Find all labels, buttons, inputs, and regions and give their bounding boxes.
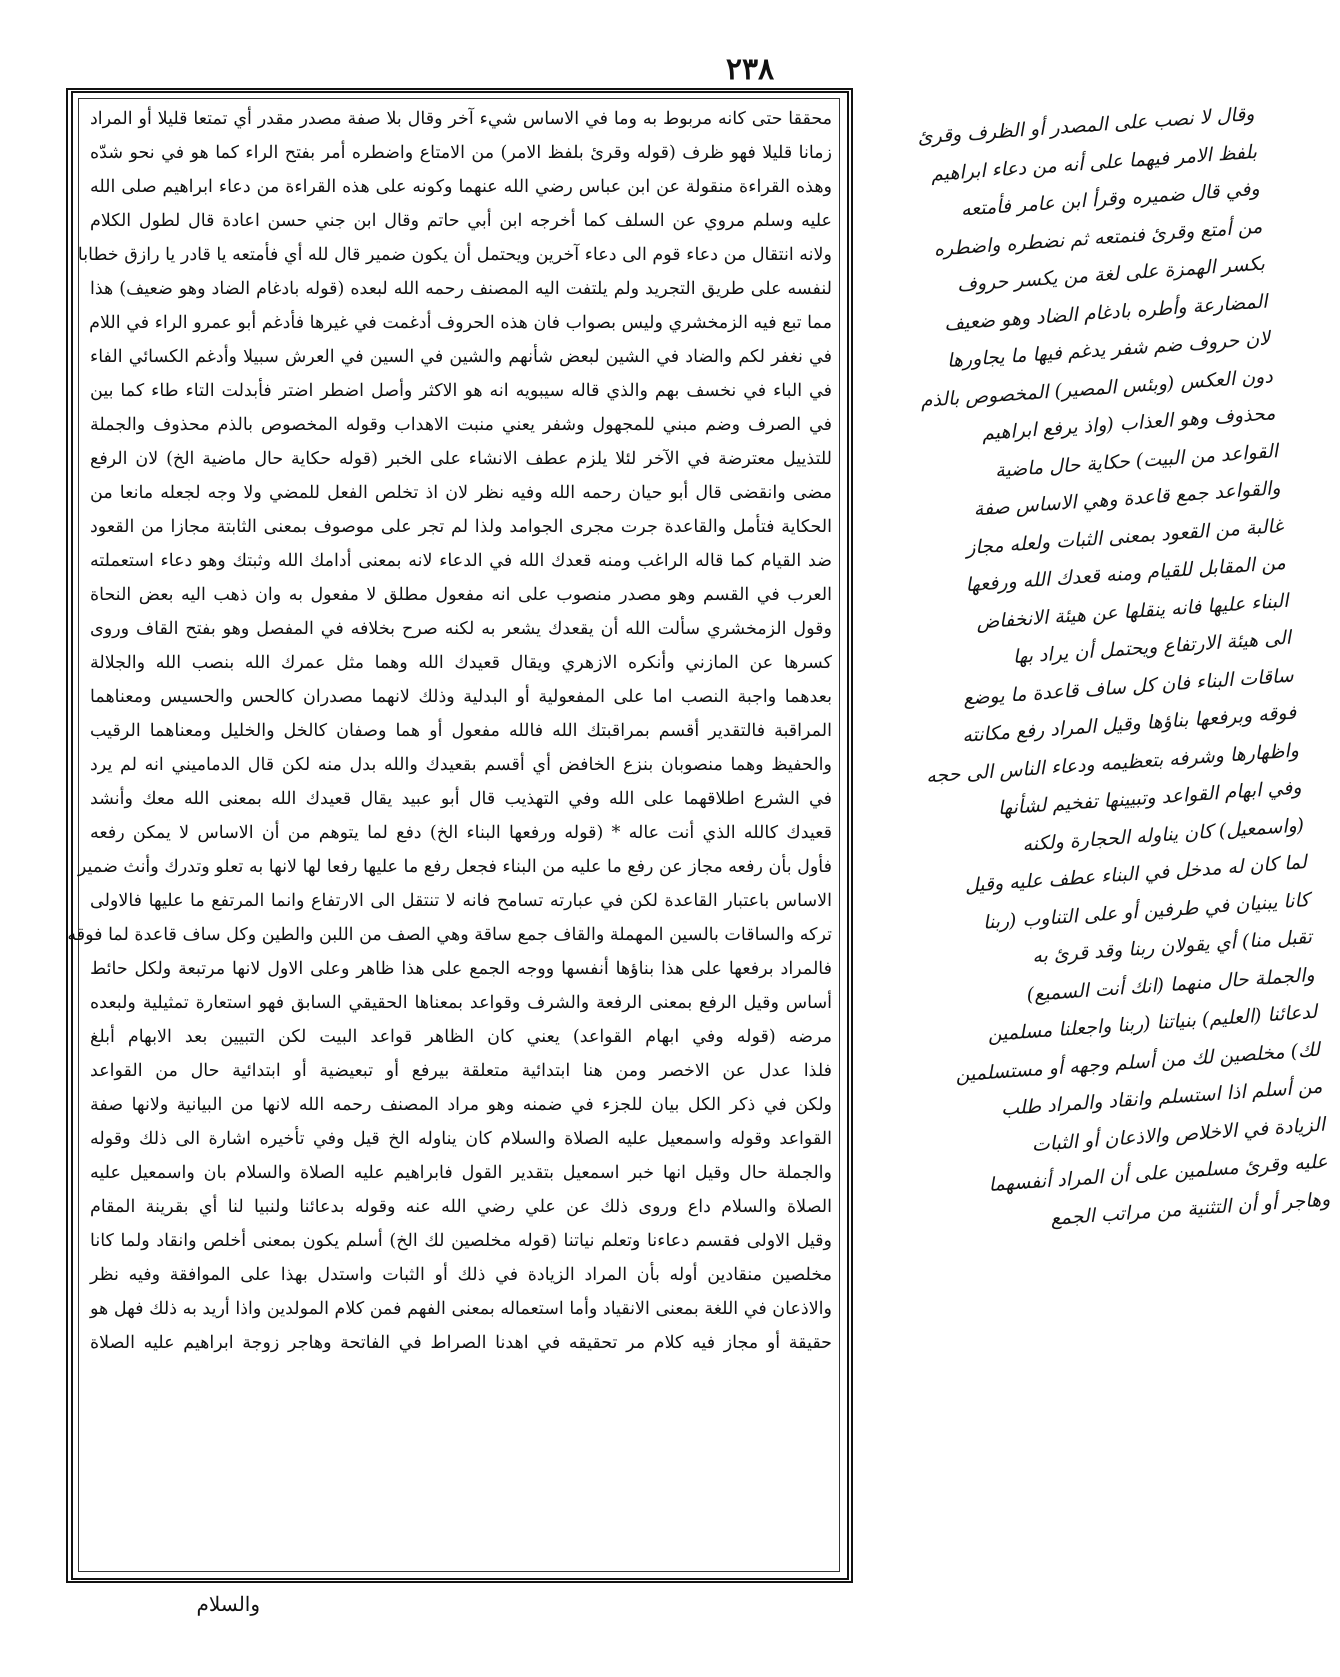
margin-text-line: لك) مخلصين لك من أسلم وجهه أو مستسلمين (954, 1038, 1321, 1086)
main-text-line: زمانا قليلا فهو ظرف (قوله وقرئ بلفظ الامر) من الامتاع واضطره أمر بفتح الراء كما هو في نحو شدّه (90, 143, 832, 163)
margin-text-line: تقبل منا) أي يقولان ربنا وقد قرئ به (1031, 925, 1313, 968)
page-number: ٢٣٨ (725, 52, 775, 87)
main-text-line: عليه وسلم مروي عن السلف كما أخرجه ابن أبي حاتم وقال ابن جني حسن اعادة قال لطول الكلام (90, 211, 832, 231)
main-text-line: ولكن في ذكر الكل بيان للجزء في ضمنه وهو مراد المصنف رحمه الله لانها من البيانية ولانها صفة (90, 1095, 832, 1115)
margin-text-line: محذوف وهو العذاب (واذ يرفع ابراهيم (981, 402, 1276, 445)
main-text-line: وهذه القراءة منقولة عن ابن عباس رضي الله عنهما وكونه على هذه القراءة من دعاء ابراهيم صلى الله (90, 177, 832, 197)
margin-text-line: والجملة حال منهما (انك أنت السميع) (1025, 963, 1316, 1006)
margin-commentary (859, 96, 1340, 1361)
main-text-line: كسرها عن المازني وأنكره الازهري ويقال قعيدك الله وهما مثل عمرك الله بنصب الله والجلالة (90, 653, 832, 673)
main-text-line: بعدهما واجبة النصب اما على المفعولية أو البدلية وذلك لانهما مصدران كالحس والحسيس ومعناهما (90, 687, 832, 707)
margin-text-line: البناء عليها فانه ينقلها عن هيئة الانخفاض (975, 589, 1290, 634)
margin-text-line: الزيادة في الاخلاص والاذعان أو الثبات (1031, 1113, 1326, 1156)
margin-text-line: دون العكس (وبئس المصير) المخصوص بالذم (919, 364, 1274, 412)
margin-text-line: وفي قال ضميره وقرأ ابن عامر فأمتعه (960, 177, 1261, 221)
main-text-line: المراقبة فالتقدير أقسم بمراقبتك الله فالله مفعول أو هما وصفان كالخل والخليل ومعناهما الرقيب (90, 721, 832, 741)
main-text-line: مما تبع فيه الزمخشري وليس بصواب فان هذه الحروف أدغمت في غيرها فأدغم أبو عمرو الراء في اللام (89, 313, 832, 333)
margin-text-line: عليه وقرئ مسلمين على أن المراد أنفسهما (987, 1150, 1329, 1197)
main-text-line: وقول الزمخشري سألت الله أن يقعدك يشعر به لكنه صرح بخلافه في المفصل وهو بفتح القاف وروى (90, 619, 832, 639)
main-text-line: ضد القيام كما قاله الراغب ومنه قعدك الله في الدعاء لانه بمعنى أدامك الله وثبتك وهو دعاء استعملته (90, 551, 832, 571)
margin-text-line: القواعد من البيت) حكاية حال ماضية (994, 439, 1279, 482)
main-text-line: للتذييل معترضة في الآخر لئلا يلزم عطف الانشاء على الخبر (قوله حكاية حال ماضية الخ) لان الرفع (90, 449, 832, 469)
margin-text-line: غالبة من القعود بمعنى الثبات ولعله مجاز (965, 514, 1284, 559)
main-text-line: في الشرع اطلاقهما على الله وفي التهذيب قال أبو عبيد يقال قعيدك الله بمعنى الله معك وأنشد (90, 789, 832, 809)
main-text-line: في نغفر لكم والضاد في الشين لبعض شأنهم والشين في السين في العرش سبيلا وأدغم الكسائي الفاء (90, 347, 832, 367)
main-text-line: والاذعان في اللغة بمعنى الانقياد وأما استعماله بمعنى الفهم فمن كلام المولدين واذا أريد به ذلك فهل هو (90, 1299, 832, 1319)
margin-text-line: من أمتع وقرئ فنمتعه ثم نضطره واضطره (933, 215, 1263, 261)
main-text-line: حقيقة أو مجاز فيه كلام مر تحقيقه في اهدنا الصراط في الفاتحة وهاجر زوجة ابراهيم عليه الصلاة (90, 1333, 832, 1353)
main-text-line: العرب في القسم وهو مصدر منصوب على انه مفعول مطلق لا مفعول به وان ذهب اليه بعض النحاة (90, 585, 832, 605)
catchword: والسلام (196, 1592, 260, 1616)
margin-text-line: لما كان له مدخل في البناء عطف عليه وقيل (964, 851, 1308, 898)
main-text-line: فأول بأن رفعه مجاز عن رفع ما عليه من البناء فجعل رفع ما عليها رفعا لها لانها به تعلو وتدرك وأنث ضمير (77, 857, 832, 877)
margin-text-line: فوقه وبرفعها بناؤها وقيل المراد رفع مكانته (961, 701, 1297, 747)
main-text-line: والجملة حال وقيل انها خبر اسمعيل بتقدير القول فابراهيم عليه الصلاة والسلام بان واسمعيل عليه (90, 1163, 832, 1183)
main-text-line: مخلصين منقادين أوله بأن المراد الزيادة في ذلك أو الثبات واستدل بهذا على الموافقة وفيه نظر (90, 1265, 832, 1285)
main-text-line: مرضه (قوله وفي ابهام القواعد) يعني كان الظاهر قواعد البيت لكن التبيين بعد الابهام أبلغ (90, 1027, 832, 1047)
margin-text-line: من المقابل للقيام ومنه قعدك الله ورفعها (964, 551, 1287, 597)
margin-text-line: لان حروف ضم شفر يدغم فيها ما يجاورها (946, 327, 1271, 372)
main-text-line: الاساس باعتبار القاعدة لكن في عبارته تسامح فانه لا تنتقل الى الارتفاع وانما المرتفع ما عليها فالاولى (90, 891, 832, 911)
main-text-line: والحفيظ وهما منصوبان بنزع الخافض أي أقسم بقعيدك والله بدل منه لكن قال الدماميني انه لم يرد (90, 755, 832, 775)
margin-text-line: بكسر الهمزة على لغة من يكسر حروف (956, 252, 1266, 297)
margin-text-line: بلفظ الامر فيهما على أنه من دعاء ابراهيم (930, 140, 1258, 186)
main-text-line: فلذا عدل عن الاخصر ومن هنا ابتدائية متعلقة بيرفع أو تبعيضية أو ابتدائية حال من القواعد (90, 1061, 832, 1081)
main-text-line: محققا حتى كانه مربوط به وما في الاساس شيء آخر وقال بلا صفة مصدر مقدر أي تمتعا قليلا أو المراد (90, 109, 832, 129)
main-text-line: الصلاة والسلام داع وروى ذلك عن علي رضي الله عنه وقوله بدعائنا ولنبيا لنا أي بقرينة المقام (90, 1197, 832, 1217)
margin-text-line: الى هيئة الارتفاع ويحتمل أن يراد بها (1012, 626, 1292, 669)
margin-text-line: والقواعد جمع قاعدة وهي الاساس صفة (972, 477, 1282, 521)
main-text-line: قعيدك كالله الذي أنت عاله * (قوله ورفعها البناء الخ) دفع لما يتوهم من أن الاساس لا يمكن رفعه (90, 823, 832, 843)
main-text-block (67, 102, 832, 1572)
margin-text-line: (واسمعيل) كان يناوله الحجارة ولكنه (1021, 813, 1305, 856)
main-text-line: الحكاية فتأمل والقاعدة جرت مجرى الجوامد ولذا لم تجر على موصوف بمعنى الثابتة مجازا من القعود (90, 517, 832, 537)
main-text-line: في الصرف وضم مبني للمجهول وشفر يعني منبت الاهداب وقوله المخصوص بالذم محذوف والجملة (90, 415, 832, 435)
margin-text-line: المضارعة وأطره بادغام الضاد وهو ضعيف (943, 290, 1269, 335)
main-text-line: مضى وانقضى قال أبو حيان رحمه الله وفيه نظر لان اذ تخلص الفعل للمضي ولا وجه لجعله مانعا من (90, 483, 832, 503)
margin-text-line: وقال لا نصب على المصدر أو الظرف وقرئ (916, 102, 1256, 149)
main-text-line: تركه والساقات بالسين المهملة والقاف جمع ساقة وهي الصف من اللبن والطين وكل ساف قاعدة لما فوقه (67, 925, 832, 945)
margin-text-line: وهاجر أو أن التثنية من مراتب الجمع (1049, 1187, 1331, 1230)
main-text-line: أساس وقيل الرفع بمعنى الرفعة والشرف وقواعد بمعناها الحقيقي السابق فهو استعارة تمثيلية ولبعده (90, 993, 832, 1013)
margin-text-line: وفي ابهام القواعد وتبيينها تفخيم لشأنها (997, 776, 1303, 820)
margin-text-line: لدعائنا (العليم) بنياتنا (ربنا واجعلنا مسلمين (986, 1000, 1318, 1046)
main-text-line: وقيل الاولى فقسم دعاءنا وتعلم نياتنا (قوله مخلصين لك الخ) أسلم يكون بمعنى أخلص وانقاد ولما كانا (90, 1231, 832, 1251)
margin-text-line: من أسلم اذا استسلم وانقاد والمراد طلب (1000, 1075, 1324, 1121)
margin-text-line: واظهارها وشرفه بتعظيمه ودعاء الناس الى حجه (925, 738, 1300, 787)
margin-text-line: كانا يبنيان في طرفين أو على التناوب (ربنا (982, 888, 1310, 934)
main-text-line: في الباء في نخسف بهم والذي قاله سيبويه انه هو الاكثر وأصل اضطر اضتر فأبدلت التاء طاء كما بين (90, 381, 832, 401)
main-text-line: القواعد وقوله واسمعيل عليه الصلاة والسلام كان يناوله الخ قيل وفي تأخيره اشارة الى ذلك وقوله (90, 1129, 832, 1149)
main-text-line: ولانه انتقال من دعاء قوم الى دعاء آخرين ويحتمل أن يكون ضمير قال لله أي فأمتعه يا قادر يا رازق خطابا (77, 245, 832, 265)
main-text-line: لنفسه على طريق التجريد ولم يلتفت اليه المصنف رحمه الله لبعده (قوله بادغام الضاد وهو ضعيف) هذا (90, 279, 832, 299)
main-text-line: فالمراد برفعها على هذا بناؤها أنفسها ووجه الجمع على هذا ظاهر وعلى الاول لانها مرتبعة ولكل حائط (90, 959, 832, 979)
margin-text-line: ساقات البناء فان كل ساف قاعدة ما يوضع (962, 664, 1295, 710)
